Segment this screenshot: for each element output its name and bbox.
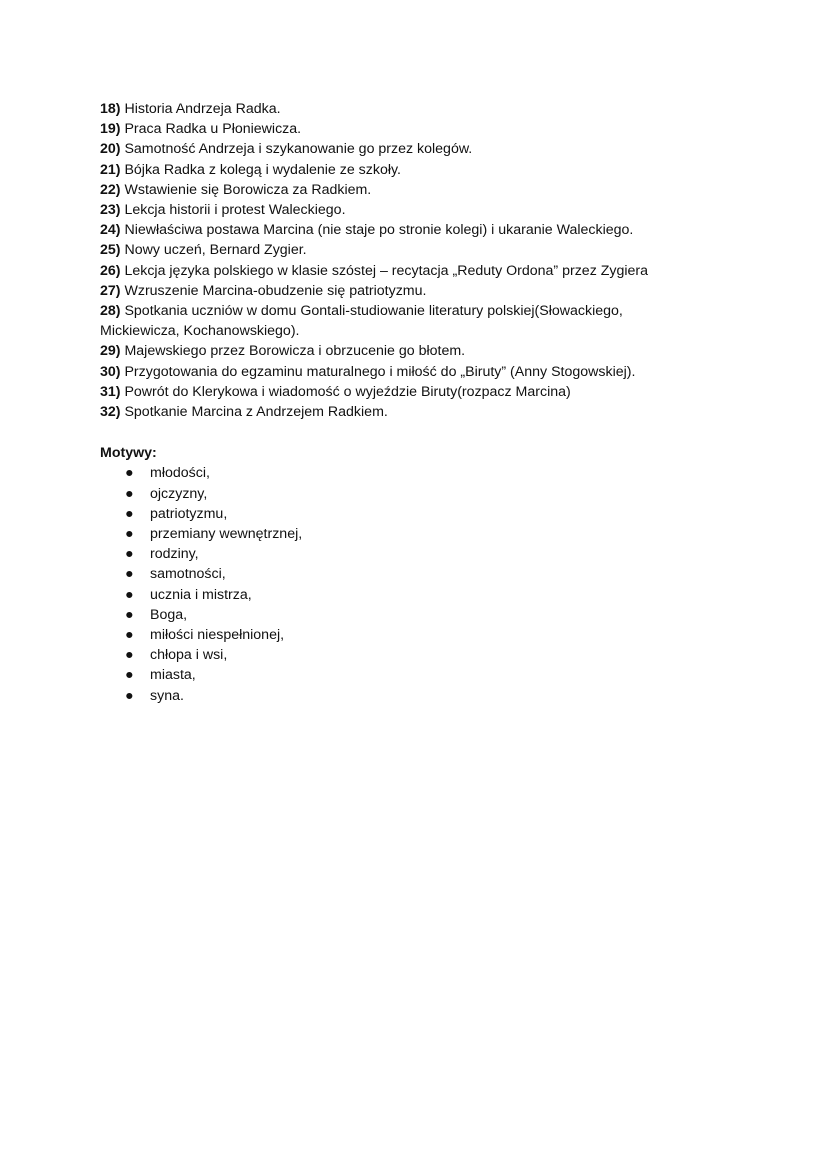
motif-item	[100, 524, 740, 544]
plan-item-number: 19)	[100, 121, 121, 138]
plan-item-number: 22)	[100, 181, 121, 198]
plan-item	[100, 240, 740, 260]
plan-item	[100, 220, 740, 240]
bullet-icon: ●	[125, 606, 134, 623]
plan-item-number: 18)	[100, 101, 121, 117]
bullet-icon: ●	[125, 485, 134, 502]
bullet-icon: ●	[125, 546, 134, 563]
bullet-icon: ●	[125, 627, 134, 644]
plan-item	[100, 180, 740, 200]
motif-item	[100, 645, 740, 665]
motif-text: ojczyzny,	[150, 485, 208, 502]
plan-item-number: 25)	[100, 242, 121, 259]
plan-item-text: Historia Andrzeja Radka.	[120, 101, 281, 117]
plan-item	[100, 200, 740, 220]
plan-item-number: 20)	[100, 141, 121, 158]
plan-item	[100, 139, 740, 159]
motif-item	[100, 625, 740, 645]
plan-item-text: Powrót do Klerykowa i wiadomość o wyjeździe Biruty(rozpacz Marcina)	[120, 383, 571, 400]
plan-item	[100, 261, 740, 281]
motif-text: miłości niespełnionej,	[150, 627, 285, 644]
plan-item-number: 24)	[100, 222, 121, 239]
plan-item-number: 28)	[100, 303, 121, 320]
plan-item	[100, 160, 740, 180]
plan-item-number: 26)	[100, 262, 121, 279]
bullet-icon: ●	[125, 586, 134, 603]
motif-text: miasta,	[150, 667, 196, 684]
plan-item-text: Niewłaściwa postawa Marcina (nie staje po stronie kolegi) i ukaranie Waleckiego.	[120, 222, 634, 239]
plan-item-text: Praca Radka u Płoniewicza.	[120, 121, 302, 138]
motif-text: syna.	[150, 687, 184, 704]
motif-item	[100, 585, 740, 605]
plot-plan-list	[100, 99, 740, 422]
plan-item-number: 29)	[100, 343, 121, 360]
plan-item-text: Bójka Radka z kolegą i wydalenie ze szkoły.	[120, 161, 401, 178]
motif-item	[100, 665, 740, 685]
bullet-icon: ●	[125, 667, 134, 684]
plan-item	[100, 99, 740, 119]
plan-item-text: Nowy uczeń, Bernard Zygier.	[120, 242, 307, 259]
plan-item-text: Majewskiego przez Borowicza i obrzucenie go błotem.	[120, 343, 466, 360]
plan-item-number: 31)	[100, 383, 121, 400]
motif-text: chłopa i wsi,	[150, 647, 228, 664]
motif-item	[100, 686, 740, 706]
bullet-icon: ●	[125, 505, 134, 522]
motifs-heading: Motywy:	[100, 445, 157, 462]
motif-text: Boga,	[150, 606, 188, 623]
plan-item-text: Spotkanie Marcina z Andrzejem Radkiem.	[120, 404, 388, 421]
motif-item	[100, 463, 740, 483]
motifs-list	[100, 463, 740, 705]
motif-item	[100, 605, 740, 625]
motif-item	[100, 484, 740, 504]
plan-item	[100, 341, 740, 361]
plan-item-text: Samotność Andrzeja i szykanowanie go przez kolegów.	[120, 141, 473, 158]
plan-item-number: 30)	[100, 363, 121, 380]
bullet-icon: ●	[125, 647, 134, 664]
plan-item	[100, 362, 740, 382]
plan-item-continuation: Mickiewicza, Kochanowskiego).	[100, 323, 300, 340]
motif-text: młodości,	[150, 465, 210, 482]
plan-item	[100, 382, 740, 402]
bullet-icon: ●	[125, 566, 134, 583]
plan-item-number: 23)	[100, 202, 121, 219]
motif-item	[100, 564, 740, 584]
plan-item-text: Przygotowania do egzaminu maturalnego i miłość do „Biruty” (Anny Stogowskiej).	[120, 363, 636, 380]
plan-item-text: Spotkania uczniów w domu Gontali-studiowanie literatury polskiej(Słowackiego,	[120, 303, 623, 320]
motif-text: ucznia i mistrza,	[150, 586, 252, 603]
plan-item	[100, 119, 740, 139]
plan-item	[100, 402, 740, 422]
plan-item-text: Lekcja historii i protest Waleckiego.	[120, 202, 346, 219]
plan-item-number: 21)	[100, 161, 121, 178]
motif-item	[100, 504, 740, 524]
motif-text: rodziny,	[150, 546, 199, 563]
plan-item	[100, 281, 740, 301]
motif-text: patriotyzmu,	[150, 505, 228, 522]
bullet-icon: ●	[125, 687, 134, 704]
plan-item-text: Wstawienie się Borowicza za Radkiem.	[120, 181, 372, 198]
plan-item-text: Lekcja języka polskiego w klasie szóstej – recytacja „Reduty Ordona” przez Zygiera	[120, 262, 649, 279]
motif-text: samotności,	[150, 566, 226, 583]
plan-item	[100, 301, 740, 321]
bullet-icon: ●	[125, 526, 134, 543]
plan-item-number: 27)	[100, 282, 121, 299]
plan-item-number: 32)	[100, 404, 121, 421]
motif-text: przemiany wewnętrznej,	[150, 526, 303, 543]
document-page	[100, 99, 740, 706]
motif-item	[100, 544, 740, 564]
plan-item-text: Wzruszenie Marcina-obudzenie się patriotyzmu.	[120, 282, 427, 299]
bullet-icon: ●	[125, 465, 134, 482]
